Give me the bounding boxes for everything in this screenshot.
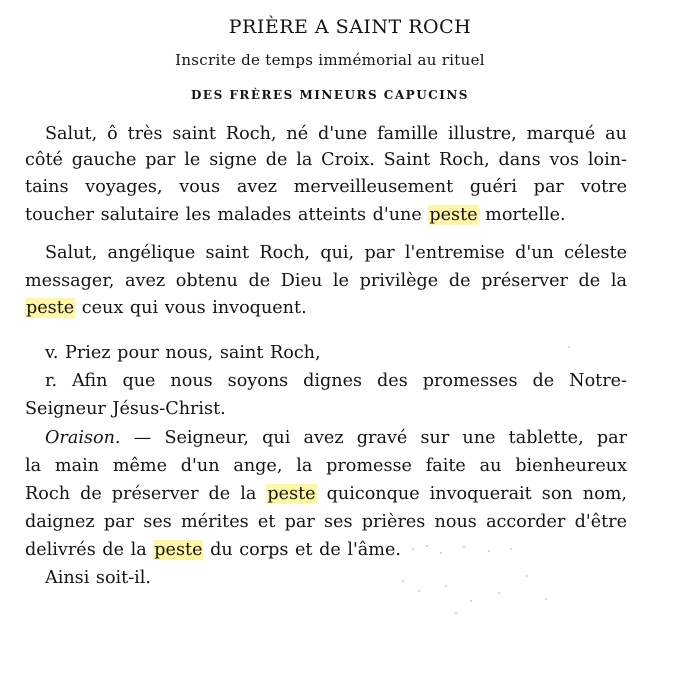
- highlighted-word: peste: [429, 205, 478, 225]
- text-line: [25, 482, 627, 506]
- text-segment: ceux qui vous invoquent.: [75, 298, 307, 318]
- text-segment: mortelle.: [478, 205, 566, 225]
- text-line: [25, 341, 627, 365]
- text-line: [25, 538, 627, 562]
- text-line: [25, 148, 627, 172]
- text-line: [25, 203, 627, 227]
- text-line: [25, 269, 627, 293]
- text-segment: — Seigneur, qui avez gravé sur une tablette, par: [120, 428, 627, 448]
- text-segment: côté gauche par le signe de la Croix. Saint Roch, dans vos loin-: [25, 150, 627, 170]
- text-segment: Seigneur Jésus-Christ.: [25, 399, 226, 419]
- text-line: [25, 369, 627, 393]
- text-segment: r. Afin que nous soyons dignes des promesses de Notre-: [45, 371, 627, 391]
- text-segment: Salut, angélique saint Roch, qui, par l'entremise d'un céleste: [45, 243, 627, 263]
- text-line: [25, 426, 627, 450]
- text-line: [25, 241, 627, 265]
- text-segment: la main même d'un ange, la promesse faite au bienheureux: [25, 456, 627, 476]
- text-line: [25, 122, 627, 146]
- text-segment: v. Priez pour nous, saint Roch,: [45, 343, 321, 363]
- prayer-subtitle: Inscrite de temps immémorial au rituel: [175, 51, 485, 69]
- text-line: [25, 296, 627, 320]
- text-segment: tains voyages, vous avez merveilleusement guéri par votre: [25, 177, 627, 197]
- text-line: [25, 397, 627, 421]
- religious-order-label: DES FRÈRES MINEURS CAPUCINS: [191, 88, 469, 102]
- text-segment: quiconque invoquerait son nom,: [316, 484, 627, 504]
- text-line: [25, 175, 627, 199]
- text-segment: daignez par ses mérites et par ses prières nous accorder d'être: [25, 512, 627, 532]
- text-segment: toucher salutaire les malades atteints d'une: [25, 205, 429, 225]
- text-segment: Ainsi soit-il.: [45, 568, 152, 588]
- text-segment: delivrés de la: [25, 540, 154, 560]
- text-line: [25, 510, 627, 534]
- highlighted-word: peste: [154, 540, 203, 560]
- text-segment: Salut, ô très saint Roch, né d'une famille illustre, marqué au: [45, 124, 627, 144]
- highlighted-word: peste: [26, 298, 75, 318]
- highlighted-word: peste: [267, 484, 316, 504]
- prayer-title: PRIÈRE A SAINT ROCH: [228, 16, 472, 38]
- text-segment: du corps et de l'âme.: [203, 540, 401, 560]
- text-line: [25, 566, 627, 590]
- text-segment: Roch de préserver de la: [25, 484, 267, 504]
- oraison-label: Oraison.: [45, 428, 121, 448]
- text-segment: messager, avez obtenu de Dieu le privilège de préserver de la: [25, 271, 627, 291]
- text-line: [25, 454, 627, 478]
